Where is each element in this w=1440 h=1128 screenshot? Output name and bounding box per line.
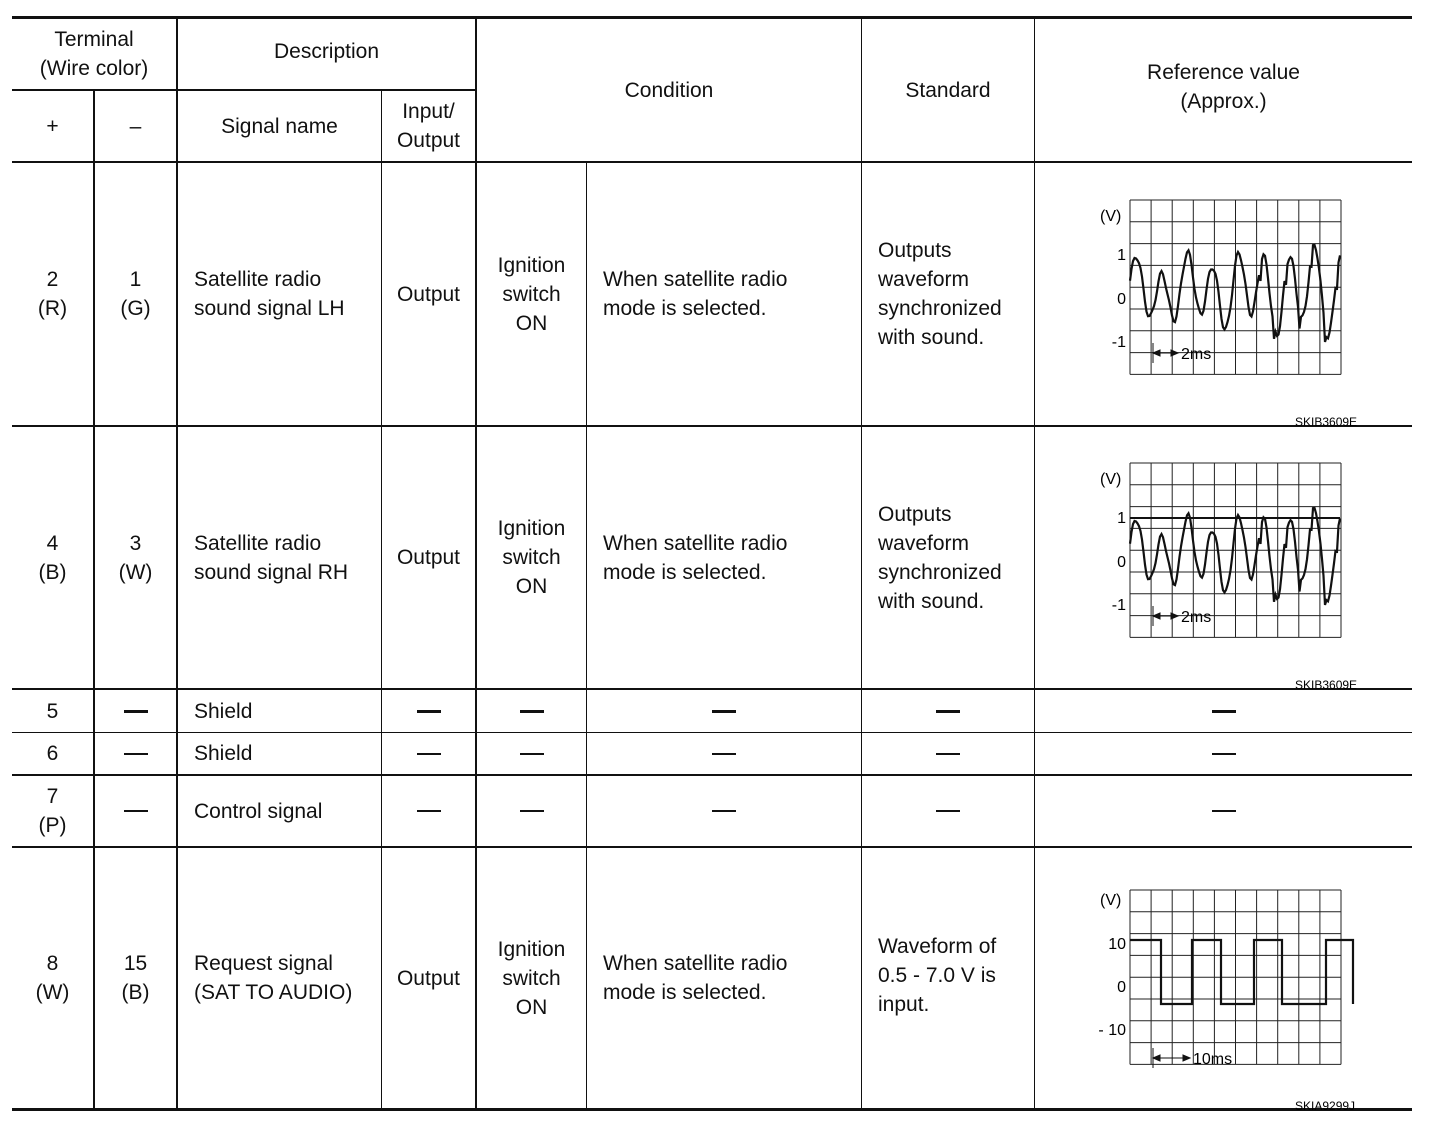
row-8-condition-switch: Ignition switch ON <box>497 937 566 1019</box>
row-6-plus-terminal: 6 <box>46 742 59 765</box>
square-waveform-icon <box>1090 884 1370 1113</box>
waveform-y-tick: 10 <box>1108 936 1126 953</box>
row-7-signal-name: Control signal <box>194 799 323 823</box>
row-8-standard: Waveform of 0.5 - 7.0 V is input. <box>878 935 997 1016</box>
waveform-ref-code: SKIB3609E <box>1295 678 1358 692</box>
header-description: Description <box>273 39 380 63</box>
waveform-grid <box>1130 200 1341 374</box>
dash-mark <box>1212 753 1236 755</box>
row-2-plus-terminal: 2 (R) <box>37 268 68 320</box>
dash-mark <box>417 753 441 755</box>
waveform-time-label: 2ms <box>1181 346 1212 363</box>
header-plus: + <box>46 114 59 138</box>
dash-mark <box>936 710 960 713</box>
row-6-signal-name: Shield <box>194 742 253 765</box>
row-5-plus-terminal: 5 <box>46 699 59 723</box>
waveform-unit: (V) <box>1100 892 1122 909</box>
audio-waveform-icon <box>1090 200 1370 429</box>
row-8-io: Output <box>396 966 461 990</box>
row-4-plus-terminal: 4 (B) <box>38 531 67 584</box>
waveform-y-tick: 0 <box>1117 979 1126 996</box>
dash-mark <box>417 810 441 812</box>
row-6-standard <box>862 733 1034 774</box>
row-2-condition: When satellite radio mode is selected. <box>603 268 788 320</box>
dash-mark <box>1212 810 1236 812</box>
dash-mark <box>1212 710 1236 713</box>
row-6-condition <box>587 733 861 774</box>
row-5-minus-terminal <box>95 690 176 732</box>
dash-mark <box>520 710 544 713</box>
row-2-minus-terminal: 1 (G) <box>120 268 151 320</box>
row-7-plus-terminal: 7 (P) <box>38 785 67 837</box>
row-4-condition: When satellite radio mode is selected. <box>603 531 788 584</box>
row-7-standard <box>862 776 1034 846</box>
dash-mark <box>712 810 736 812</box>
row-5-condition-switch <box>477 690 586 732</box>
waveform-y-tick: - 10 <box>1098 1022 1126 1039</box>
time-scale-arrow <box>1153 606 1178 626</box>
time-scale-arrow <box>1153 343 1178 363</box>
row-6-minus-terminal <box>95 733 176 774</box>
dash-mark <box>124 710 148 713</box>
waveform-y-tick: 0 <box>1117 291 1126 308</box>
row-2-standard: Outputs waveform synchronized with sound. <box>878 239 1002 349</box>
dash-mark <box>520 753 544 755</box>
header-input-output: Input/ Output <box>396 100 461 152</box>
row-2-signal-name: Satellite radio sound signal LH <box>194 268 345 320</box>
dash-mark <box>936 810 960 812</box>
dash-mark <box>124 753 148 755</box>
header-condition: Condition <box>624 78 714 102</box>
row-2-reference-waveform <box>1090 200 1370 429</box>
time-scale-arrow <box>1153 1048 1190 1068</box>
waveform-unit: (V) <box>1100 208 1122 225</box>
row-4-condition-switch: Ignition switch ON <box>497 517 566 598</box>
header-standard: Standard <box>905 78 991 102</box>
dash-mark <box>520 810 544 812</box>
waveform-ref-code: SKIB3609E <box>1295 415 1358 429</box>
row-5-reference <box>1035 690 1412 732</box>
row-7-reference <box>1035 776 1412 846</box>
header-signal-name: Signal name <box>221 114 338 138</box>
waveform-y-tick: 1 <box>1117 510 1126 527</box>
row-5-signal-name: Shield <box>194 699 253 723</box>
waveform-time-label: 2ms <box>1181 609 1212 626</box>
dash-mark <box>712 710 736 713</box>
row-4-io: Output <box>396 546 461 569</box>
header-minus: – <box>129 114 142 138</box>
row-7-io <box>382 776 475 846</box>
waveform-y-tick: -1 <box>1111 597 1126 614</box>
row-6-condition-switch <box>477 733 586 774</box>
row-5-standard <box>862 690 1034 732</box>
header-reference-value: Reference value (Approx.) <box>1147 61 1300 113</box>
dash-mark <box>712 753 736 755</box>
table-rule-vertical <box>1034 16 1035 1110</box>
row-8-signal-name: Request signal (SAT TO AUDIO) <box>194 952 353 1004</box>
header-terminal: Terminal (Wire color) <box>39 28 149 80</box>
waveform-grid <box>1130 463 1341 637</box>
row-6-io <box>382 733 475 774</box>
row-5-io <box>382 690 475 732</box>
waveform-time-label: 10ms <box>1193 1051 1233 1068</box>
row-8-condition: When satellite radio mode is selected. <box>603 952 788 1004</box>
row-8-minus-terminal: 15 (B) <box>121 952 150 1004</box>
row-7-minus-terminal <box>95 776 176 846</box>
row-4-signal-name: Satellite radio sound signal RH <box>194 531 349 584</box>
row-5-condition <box>587 690 861 732</box>
row-7-condition-switch <box>477 776 586 846</box>
waveform-y-tick: 1 <box>1117 247 1126 264</box>
dash-mark <box>417 710 441 713</box>
waveform-y-tick: -1 <box>1111 334 1126 351</box>
row-2-io: Output <box>396 282 461 306</box>
row-4-reference-waveform <box>1090 463 1370 692</box>
table-rule-bottom <box>12 1108 1412 1111</box>
row-8-reference-waveform <box>1090 884 1370 1113</box>
dash-mark <box>124 810 148 812</box>
row-4-minus-terminal: 3 (W) <box>118 531 153 584</box>
dash-mark <box>936 753 960 755</box>
row-7-condition <box>587 776 861 846</box>
waveform-ref-code: SKIA9299J <box>1295 1099 1356 1113</box>
waveform-unit: (V) <box>1100 471 1122 488</box>
waveform-y-tick: 0 <box>1117 554 1126 571</box>
row-2-condition-switch: Ignition switch ON <box>497 253 566 335</box>
audio-waveform-icon <box>1090 463 1370 692</box>
row-4-standard: Outputs waveform synchronized with sound. <box>878 502 1002 613</box>
row-8-plus-terminal: 8 (W) <box>35 952 70 1004</box>
row-6-reference <box>1035 733 1412 774</box>
